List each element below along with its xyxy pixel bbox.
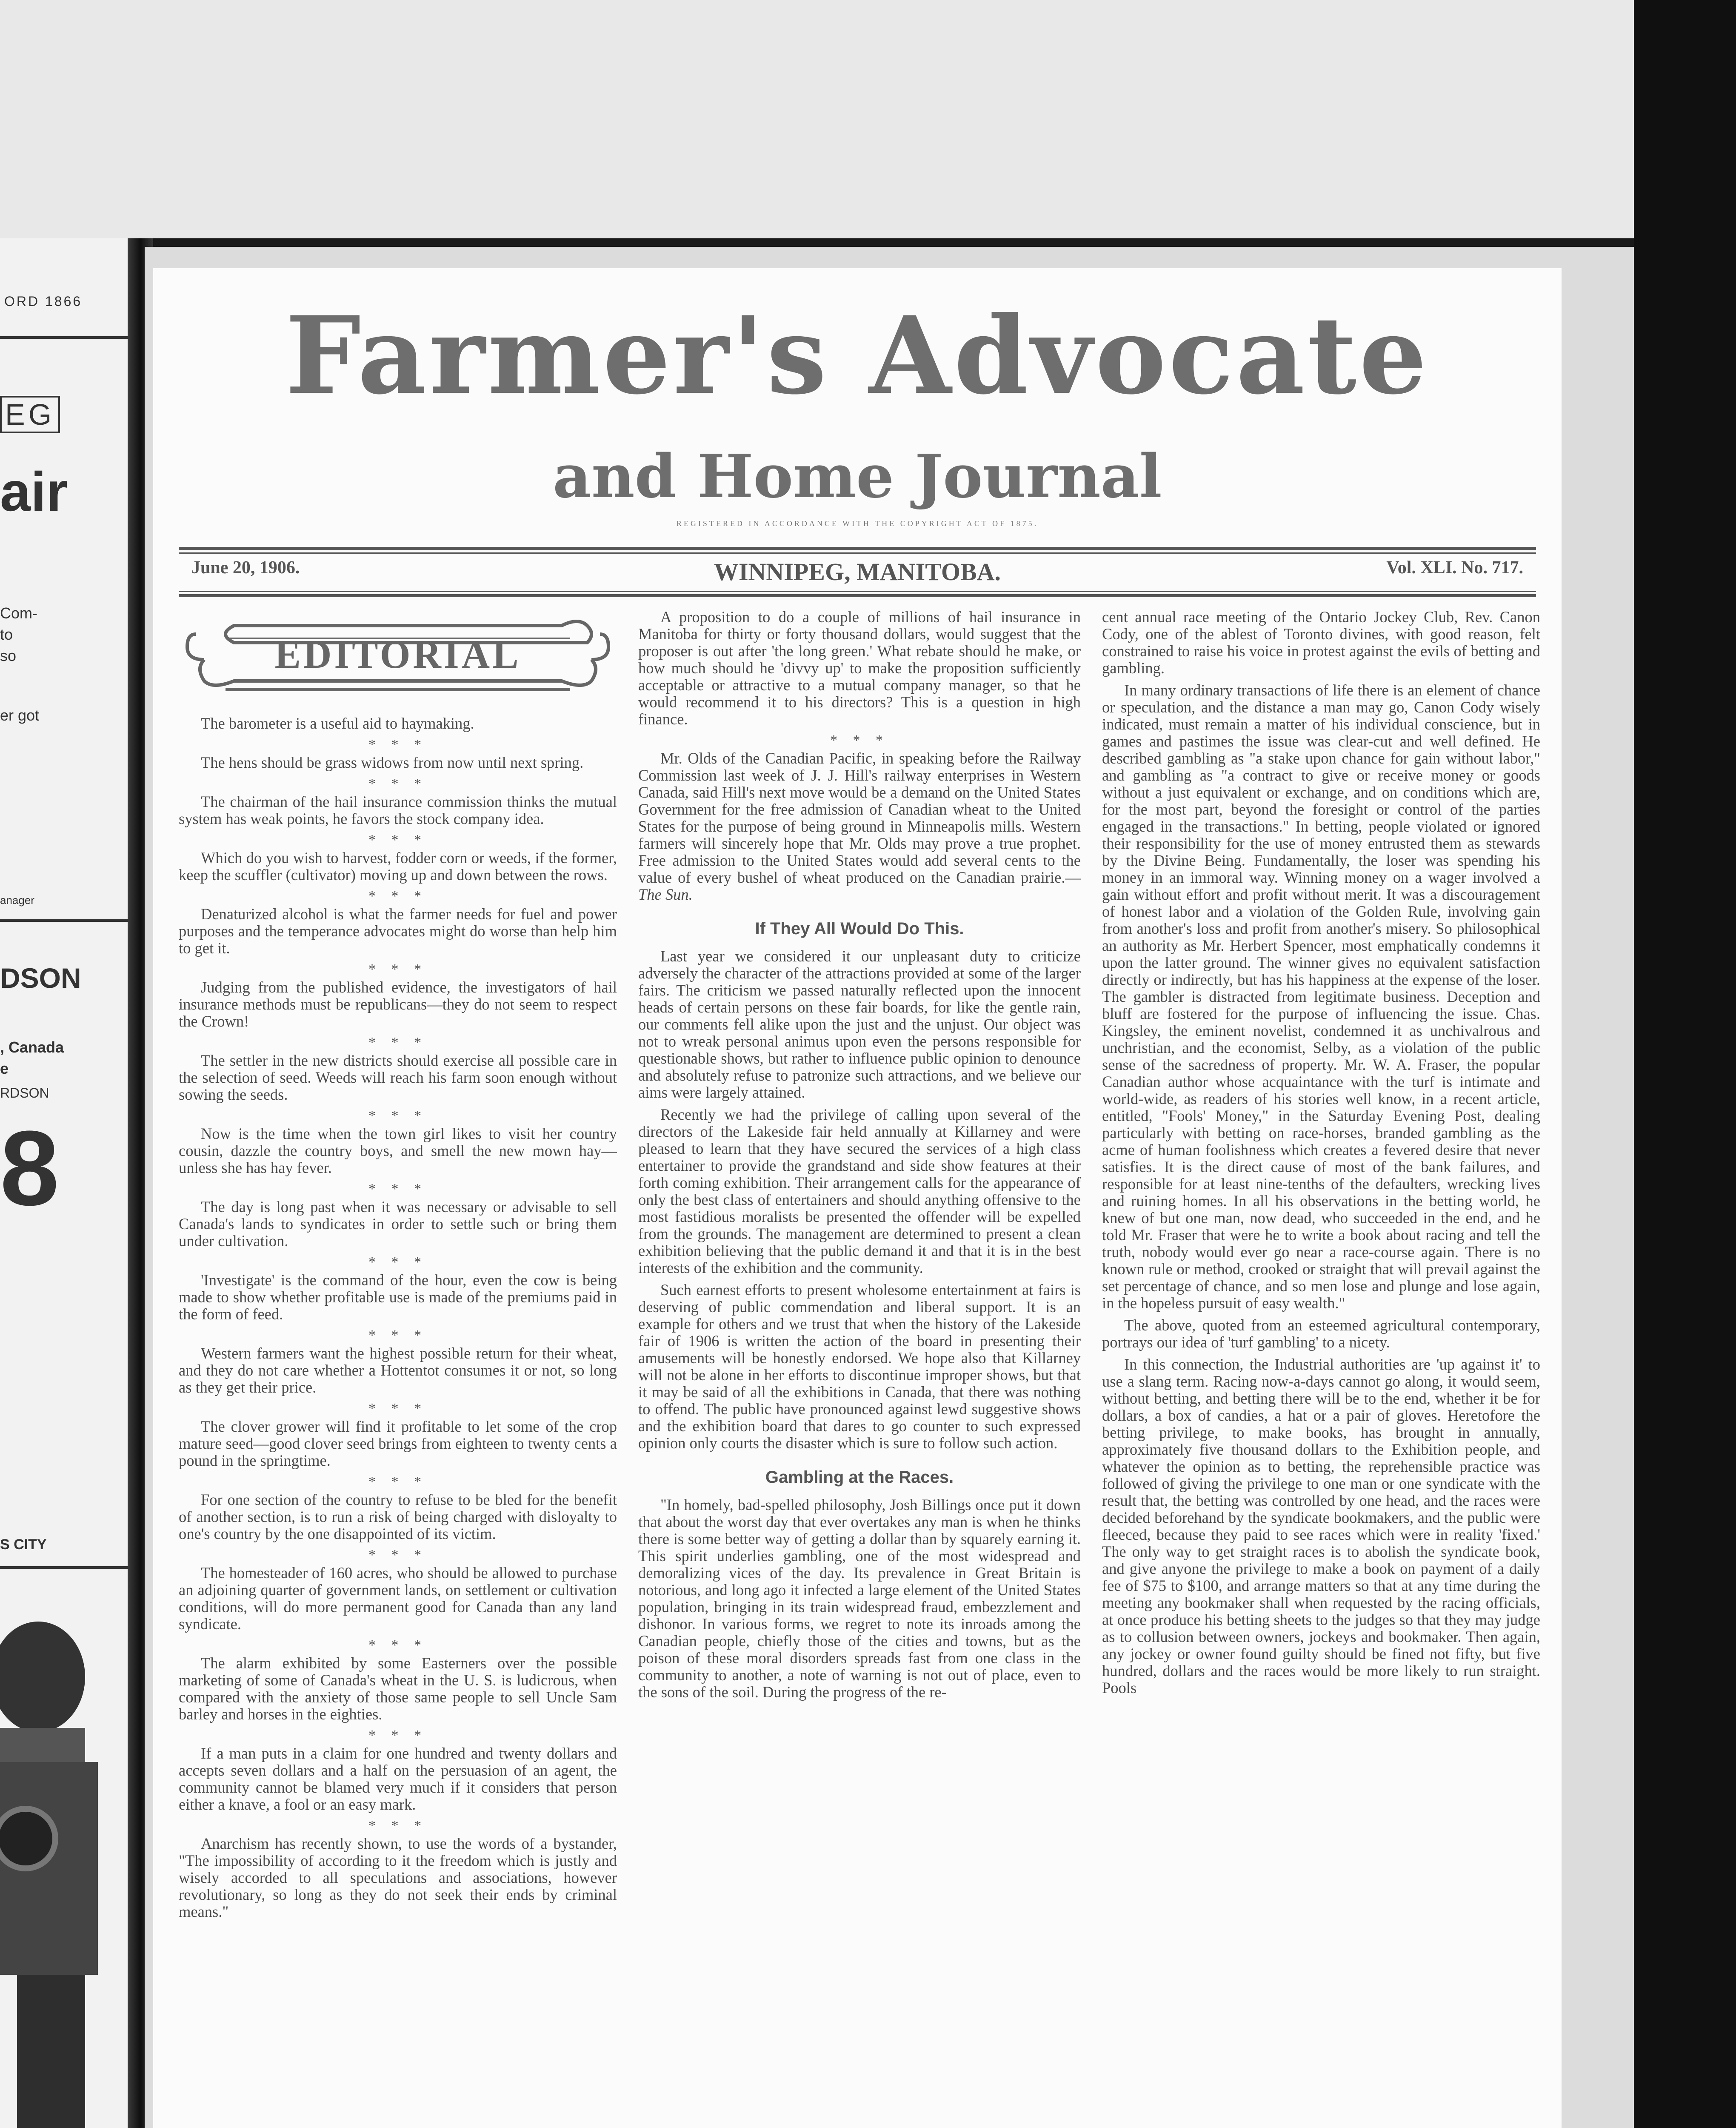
masthead-rule xyxy=(179,552,1536,554)
left-fragment: air xyxy=(0,460,68,523)
article-paragraph: The settler in the new districts should exercise all possible care in the selection of seed. Weeds will reach his farm soon enough without sowing the seeds. xyxy=(179,1052,617,1103)
article-body xyxy=(1102,609,1540,1696)
left-fragment: S CITY xyxy=(0,1536,47,1553)
article-paragraph: In many ordinary transactions of life there is an element of chance or speculation, and the distance a man may go, Canon Cody wisely indicated, must remain a matter of his individual conscience, but in games and pastimes the issue was clear-cut and well defined. He described gambling as "a stake upon chance for gain without labor," and gambling as "a contract to give or receive money or goods without a just equivalent or exchange, and on conditions which are, for the most part, beyond the foresight or control of the parties engaged in the transactions." In betting, people violated or ignored their responsibility for the use of money entrusted them as stewards by the Divine Being. Fundamentally, the loser was spending his money in an immoral way. Winning money on a wager involved a gain without effort and profit without merit. It was a discouragement of honest labor and a violation of the Golden Rule, involving gain from another's loss and profit from another's misery. So philosophical an authority as Mr. Herbert Spencer, most emphatically condemns it upon the latter ground. The winner gives no equivalent satisfaction directly or indirectly, but has his happiness at the expense of the loser. The gambler is distracted from legitimate business. Deception and bluff are fostered for the purpose of influencing the issue. Chas. Kingsley, the eminent novelist, condemned it as unchivalrous and unchristian, and the economist, Selby, as a violation of the public sense of the sacredness of property. Mr. W. A. Fraser, the popular Canadian author whose acquaintance with the turf is intimate and world-wide, as readers of his stories well know, in a recent article, entitled, "Fools' Money," in the Saturday Evening Post, dealing particularly with betting on race-horses, branded gambling as the acme of human foolishness which creates a fevered desire that never satisfies. It is the direct cause of most of the bank failures, and responsible for at least nine-tenths of the defaulters, wrecking lives and ruining homes. In all his observations in the betting world, he knew of but one man, now dead, who succeeded in the end, and he told Mr. Fraser that were he to write a book about racing and tell the truth, nobody would ever go near a race-course again. There is no known rule or method, crooked or straight that will prevail against the set percentage of chance, and so men lose and plunge and lose again, in the hopeless pursuit of easy wealth." xyxy=(1102,681,1540,1312)
article-paragraph xyxy=(638,750,1081,903)
left-fragment: to xyxy=(0,626,13,643)
adjacent-page-fragment xyxy=(0,238,128,2128)
section-separator: * * * xyxy=(368,961,427,977)
article-paragraph: Anarchism has recently shown, to use the words of a bystander, "The impossibility of according to it the freedom which is justly and wisely accorded to all speculations and associations, however revolutionary, so long as they do not seek their ends by criminal means." xyxy=(179,1835,617,1920)
copyright-notice: REGISTERED IN ACCORDANCE WITH THE COPYRIGHT ACT OF 1875. xyxy=(676,519,1039,528)
section-separator: * * * xyxy=(368,1637,427,1653)
left-rule xyxy=(0,336,128,339)
section-separator: * * * xyxy=(368,1181,427,1197)
left-fragment: RDSON xyxy=(0,1085,49,1101)
column-articles xyxy=(638,609,1081,2128)
section-separator: * * * xyxy=(830,732,889,748)
left-fragment: , Canada xyxy=(0,1038,64,1056)
section-separator: * * * xyxy=(368,888,427,904)
left-fragment: Com- xyxy=(0,604,37,622)
section-separator: * * * xyxy=(368,1401,427,1416)
masthead-rule xyxy=(179,547,1536,550)
section-separator: * * * xyxy=(368,1254,427,1270)
article-paragraph: Judging from the published evidence, the investigators of hail insurance methods must be republicans—they do not seem to respect the Crown! xyxy=(179,978,617,1030)
left-fragment: ORD 1866 xyxy=(4,294,83,309)
article-paragraph: The barometer is a useful aid to haymaking. xyxy=(201,715,474,732)
article-paragraph: If a man puts in a claim for one hundred and twenty dollars and accepts seven dollars and a half on the persuasion of an agent, the community cannot be blamed very much if it considers that person either a knave, a fool or an easy mark. xyxy=(179,1745,617,1813)
article-paragraph: The clover grower will find it profitable to let some of the crop mature seed—good clover seed brings from eighteen to twenty cents a pound in the springtime. xyxy=(179,1418,617,1469)
masthead-title: Farmer's Advocate xyxy=(285,293,1430,418)
section-separator: * * * xyxy=(368,776,427,792)
article-paragraph: Which do you wish to harvest, fodder corn or weeds, if the former, keep the scuffler (cultivator) moving up and down between the rows. xyxy=(179,849,617,884)
section-separator: * * * xyxy=(368,832,427,848)
article-paragraph: Now is the time when the town girl likes to visit her country cousin, dazzle the country boys, and smell the new mown hay—unless she has hay fever. xyxy=(179,1125,617,1176)
paragraph-text: Mr. Olds of the Canadian Pacific, in speaking before the Railway Commission last week of J. J. Hill's railway enterprises in Western Canada, said Hill's next move would be a demand on the United States Government for the free admission of Canadian wheat to the United States for the purpose of being ground in Minneapolis mills. Western farmers will sincerely hope that Mr. Olds may prove a true prophet. Free admission to the United States would add several cents to the value of every bushel of wheat produced on the Canadian prairie.— xyxy=(638,749,1081,886)
article-paragraph: Such earnest efforts to present wholesome entertainment at fairs is deserving of public commendation and liberal support. It is an example for others and we trust that when the history of the Lakeside fair of 1906 is written the action of the board in presenting their amusements will be honestly endorsed. We hope also that Killarney will not be alone in her efforts to discontinue improper shows, but that it may be said of all the exhibitions in Canada, that there was nothing to offend. The public have pronounced against lewd suggestive shows and the exhibition board that dares to go counter to such expressed opinion only courts the disaster which is sure to follow such action. xyxy=(638,1281,1081,1452)
article-paragraph: Western farmers want the highest possible return for their wheat, and they do not care whether a Hottentot consumes it or not, so long as they get their price. xyxy=(179,1344,617,1396)
section-separator: * * * xyxy=(368,1035,427,1050)
section-separator: * * * xyxy=(368,1108,427,1124)
article-paragraph: Denaturized alcohol is what the farmer needs for fuel and power purposes and the temperance advocates might do worse than help him to get it. xyxy=(179,905,617,957)
article-heading: Gambling at the Races. xyxy=(765,1468,954,1487)
left-fragment: er got xyxy=(0,706,40,724)
article-paragraph: A proposition to do a couple of millions of hail insurance in Manitoba for thirty or forty thousand dollars, would suggest that the proposer is out after 'the long green.' What rebate should he make, or how much should he 'divvy up' to make the proposition sufficiently acceptable or attractive to a mutual company manager, so that he would recommend it to his directors? This is a question in high finance. xyxy=(638,609,1081,728)
dateline-rule xyxy=(179,594,1536,597)
article-paragraph: For one section of the country to refuse to be bled for the benefit of another section, is to run a risk of being charged with disloyalty to one's country by the one disappointed of its victim. xyxy=(179,1491,617,1542)
article-paragraph: Recently we had the privilege of calling upon several of the directors of the Lakeside fair held annually at Killarney and were pleased to learn that they have secured the services of a high class entertainer to provide the grandstand and side show features at their forth coming exhibition. Their arrangement calls for the appearance of only the best class of entertainers and should anything offensive to the most fastidious moralists be presented the offender will be expelled from the grounds. The management are determined to present a clean exhibition believing that the public demand it and that it is in the best interests of the exhibition and the community. xyxy=(638,1106,1081,1276)
left-fragment: anager xyxy=(0,894,34,907)
article-heading: If They All Would Do This. xyxy=(755,919,964,938)
article-paragraph: The homesteader of 160 acres, who should be allowed to purchase an adjoining quarter of government lands, on settlement or cultivation conditions, will do more permanent good for Canada than any land syndicate. xyxy=(179,1564,617,1633)
newspaper-page xyxy=(153,268,1562,2128)
article-paragraph: The above, quoted from an esteemed agricultural contemporary, portrays our idea of 'turf gambling' to a nicety. xyxy=(1102,1316,1540,1351)
article-paragraph: The alarm exhibited by some Easterners over the possible marketing of some of Canada's wheat in the U. S. is ludicrous, when compared with the anxiety of those same people to sell Uncle Sam barley and horses in the eighties. xyxy=(179,1654,617,1723)
editorial-heading: EDITORIAL xyxy=(274,633,521,676)
article-paragraph: The day is long past when it was necessary or advisable to sell Canada's lands to syndicates in order to settle such or bring them under cultivation. xyxy=(179,1198,617,1250)
issue-date: June 20, 1906. xyxy=(191,558,300,578)
column-gambling-article xyxy=(1102,609,1540,2128)
section-separator: * * * xyxy=(368,1547,427,1563)
article-paragraph: The hens should be grass widows from now until next spring. xyxy=(201,754,584,771)
section-separator: * * * xyxy=(368,1474,427,1490)
left-rule xyxy=(0,1566,128,1569)
section-separator: * * * xyxy=(368,1818,427,1833)
left-rule xyxy=(0,919,128,922)
article-paragraph: 'Investigate' is the command of the hour, even the cow is being made to show whether profitable use is made of the premiums paid in the form of feed. xyxy=(179,1271,617,1323)
article-paragraph: Last year we considered it our unpleasant duty to criticize adversely the character of the attractions provided at some of the larger fairs. The criticism we passed naturally reflected upon the innocent heads of certain persons on these fair boards, for like the gentle rain, our comments fell alike upon the just and the unjust. Our object was not to wreak personal animus upon even the persons responsible for questionable shows, but rather to influence public opinion to denounce and absolutely refuse to patronize such attractions, and we believe our aims were largely attained. xyxy=(638,947,1081,1101)
publication-place: WINNIPEG, MANITOBA. xyxy=(714,558,1001,586)
editorial-banner xyxy=(179,609,617,706)
left-fragment: DSON xyxy=(0,962,81,994)
article-body xyxy=(638,1496,1081,1701)
left-fragment: e xyxy=(0,1060,9,1077)
masthead-subtitle: and Home Journal xyxy=(553,442,1162,512)
article-paragraph: "In homely, bad-spelled philosophy, Josh Billings once put it down that about the worst day that ever overtakes any man is when he thinks there is some better way of getting a dollar than by squarely earning it. This spirit underlies gambling, one of the most widespread and demoralizing vices of the day. Its prevalence in Great Britain is notorious, and long ago it infected a large element of the United States population, bringing in its train widespread fraud, embezzlement and dishonor. In various forms, we regret to note its inroads among the Canadian people, chiefly those of the cities and towns, but as the poison of these moral disorders spreads fast from one class in the community to another, a note of warning is not out of place, even to the sons of the soil. During the progress of the re- xyxy=(638,1496,1081,1701)
section-separator: * * * xyxy=(368,737,427,752)
scan-top-margin xyxy=(0,0,1736,238)
column-editorial-notes xyxy=(179,609,617,2128)
editorial-notes-list xyxy=(179,715,617,1920)
article-paragraph: The chairman of the hail insurance commission thinks the mutual system has weak points, he favors the stock company idea. xyxy=(179,793,617,827)
article-paragraph: cent annual race meeting of the Ontario Jockey Club, Rev. Canon Cody, one of the ablest of Toronto divines, with good reason, felt constrained to raise his voice in protest against the evils of betting and gambling. xyxy=(1102,609,1540,677)
article-body xyxy=(638,948,1081,1452)
article-paragraph: In this connection, the Industrial authorities are 'up against it' to use a slang term. Racing now-a-days cannot go along, it would seem, without betting, and betting there will be to the end, whether it be for dollars, a box of candies, a hat or a pair of gloves. Heretofore the betting privilege, to make books, has brought in annually, approximately five thousand dollars to the Exhibition people, and whatever the opinion as to betting, the reprehensible practice was followed of giving the privilege to one man or one syndicate with the result that, the betting was controlled by one head, and the races were decided beforehand by the syndicate bookmakers, and the public were fleeced, because they paid to see races which were in reality 'fixed.' The only way to get straight races is to abolish the syndicate book, and give anyone the privilege to make a book on payment of a daily fee of $75 to $100, and arrange matters so that at any time during the meeting any bookmaker shall when requested by the racing officials, at once produce his betting sheets to the judges so that they may judge as to collusion between owners, jockeys and bookmaker. Then again, any jockey or owner found guilty should be fined not fifty, but five hundred, dollars and the races would be more likely to run straight. Pools xyxy=(1102,1356,1540,1696)
left-fragment: so xyxy=(0,647,17,664)
volume-number: Vol. XLI. No. 717. xyxy=(1386,558,1523,578)
left-fragment: EG xyxy=(0,396,60,433)
engraving-illustration xyxy=(0,1617,98,2128)
section-separator: * * * xyxy=(368,1327,427,1343)
left-fragment: 8 xyxy=(0,1109,60,1227)
dateline-rule xyxy=(179,591,1536,592)
dateline xyxy=(179,558,1536,587)
source-credit: The Sun. xyxy=(638,886,693,903)
section-separator: * * * xyxy=(368,1728,427,1743)
scan-right-edge xyxy=(1634,0,1736,2128)
